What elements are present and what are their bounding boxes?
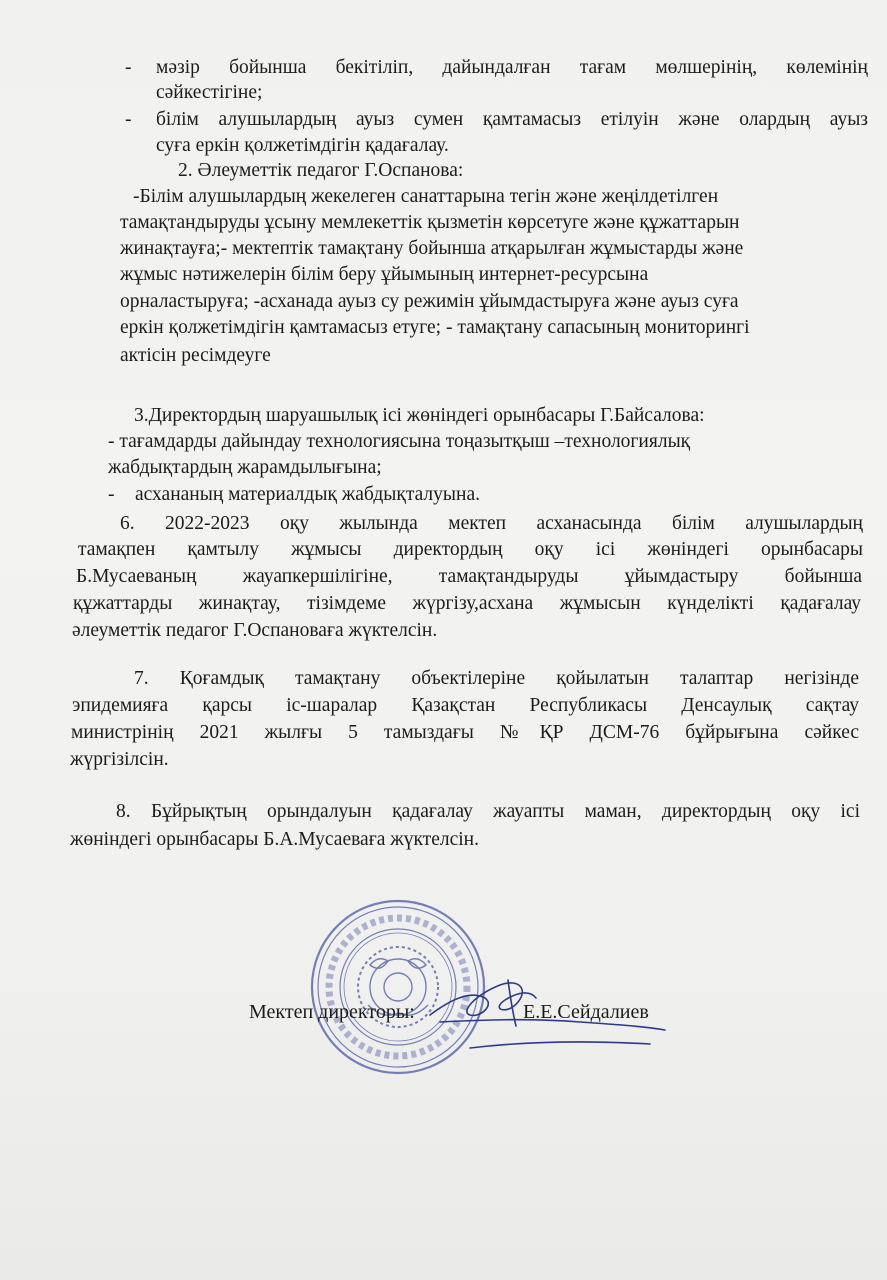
text-line: жөніндегі орынбасары Б.А.Мусаеваға жүктелсін. xyxy=(70,829,479,850)
text-line: суға еркін қолжетімдігін қадағалау. xyxy=(156,135,449,156)
text-line: орналастыруға; -асханада ауыз су режимін ұйымдастыруға және ауыз суға xyxy=(120,291,739,312)
text-line: министрінің 2021 жылғы 5 тамыздағы №ҚР ДСМ-76 бұйрығына сәйкес xyxy=(71,722,859,743)
bullet-marker: - xyxy=(125,109,132,130)
section-heading: 3.Директордың шаруашылық ісі жөніндегі орынбасары Г.Байсалова: xyxy=(134,405,705,426)
text-line: сәйкестігіне; xyxy=(156,82,263,103)
text-line: білім алушылардың ауыз сумен қамтамасыз етілуін және олардың ауыз xyxy=(156,109,868,130)
text-line: 6. 2022-2023 оқу жылында мектеп асханасында білім алушылардың xyxy=(120,513,863,534)
text-line: эпидемияға қарсы іс-шаралар Қазақстан Республикасы Денсаулық сақтау xyxy=(72,695,859,716)
text-line: мәзір бойынша бекітіліп, дайындалған тағам мөлшерінің, көлемінің xyxy=(156,57,868,78)
text-line: әлеуметтік педагог Г.Оспановаға жүктелсін. xyxy=(72,620,438,641)
text-line: асхананың материалдық жабдықталуына. xyxy=(135,484,480,505)
text-line: жүргізілсін. xyxy=(70,749,169,770)
text-line: еркін қолжетімдігін қамтамасыз етуге; - тамақтану сапасының мониторингі xyxy=(120,317,750,338)
text-line: актісін ресімдеуге xyxy=(120,345,271,366)
text-line: -Білім алушылардың жекелеген санаттарына тегін және жеңілдетілген xyxy=(133,186,719,207)
text-line: 8. Бұйрықтың орындалуын қадағалау жауапты маман, директордың оқу ісі xyxy=(116,801,860,822)
text-line: жинақтауға;- мектептік тамақтану бойынша атқарылған жұмыстарды және xyxy=(120,238,744,259)
text-line: тамақпен қамтылу жұмысы директордың оқу ісі жөніндегі орынбасары xyxy=(78,539,863,560)
section-heading: 2. Әлеуметтік педагог Г.Оспанова: xyxy=(178,160,464,181)
text-line: тамақтандыруды ұсыну мемлекеттік қызметін көрсетуге және құжаттарын xyxy=(120,212,740,233)
bullet-marker: - xyxy=(125,57,132,78)
text-line: жұмыс нәтижелерін білім беру ұйымының интернет-ресурсына xyxy=(120,264,649,285)
text-line: құжаттарды жинақтау, тізімдеме жүргізу,асхана жұмысын күнделікті қадағалау xyxy=(73,593,861,614)
bullet-marker: - xyxy=(108,484,115,505)
handwritten-signature xyxy=(410,960,670,1055)
signature-title: Мектеп директоры: xyxy=(249,1001,415,1023)
text-line: - тағамдарды дайындау технологиясына тоңазытқыш –технологиялық xyxy=(108,431,691,452)
text-line: жабдықтардың жарамдылығына; xyxy=(108,457,382,478)
text-line: Б.Мусаеваның жауапкершілігіне, тамақтандыруды ұйымдастыру бойынша xyxy=(76,566,862,587)
signatory-name: Е.Е.Сейдалиев xyxy=(523,1001,649,1023)
text-line: 7. Қоғамдық тамақтану объектілеріне қойылатын талаптар негізінде xyxy=(134,668,859,689)
